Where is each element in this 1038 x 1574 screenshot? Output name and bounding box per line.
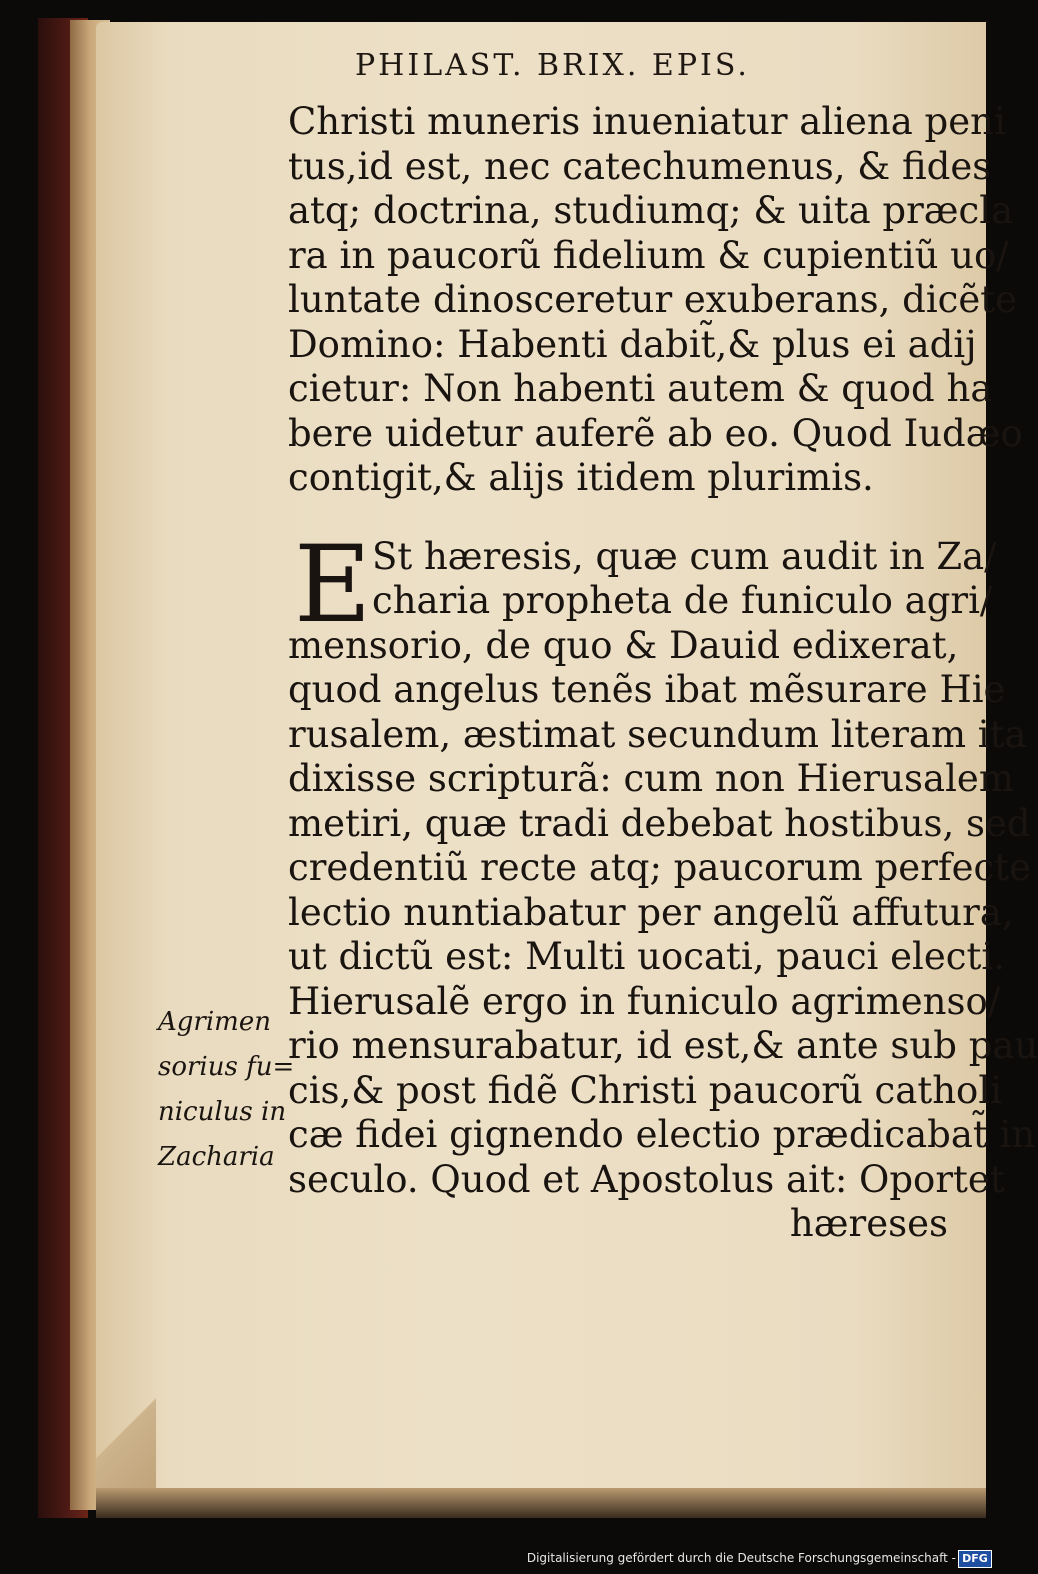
text-line: mensorio, de quo & Dauid edixerat, [288, 623, 959, 667]
text-line: dixisse scripturã: cum non Hierusalem [288, 757, 1014, 800]
folded-page-corner [96, 1380, 156, 1492]
text-line: charia propheta de funiculo agri/ [372, 579, 993, 622]
marginal-line: Zacharia [158, 1142, 275, 1172]
paragraph-1 [288, 100, 1023, 501]
text-line: cietur: Non habenti autem & quod ha [288, 367, 993, 410]
catchword: hæreses [789, 1202, 948, 1245]
text-line: atq; doctrina, studiumq; & uita præcla [288, 189, 1014, 232]
text-line: bere uidetur auferẽ ab eo. Quod Iudæo [288, 411, 1023, 455]
text-line: Hierusalẽ ergo in funiculo agrimenso/ [288, 979, 1001, 1023]
marginal-line: niculus in [158, 1097, 287, 1127]
marginal-line: Agrimen [158, 1007, 271, 1037]
text-line: Christi muneris inueniatur aliena peni [288, 100, 1006, 143]
page-bottom-shadow [96, 1488, 986, 1518]
funding-credit: Digitalisierung gefördert durch die Deutsche Forschungsgemeinschaft - [526, 1551, 956, 1565]
text-line: rio mensurabatur, id est,& ante sub pau [288, 1024, 1038, 1067]
text-line: metiri, quæ tradi debebat hostibus, sed [288, 801, 1031, 845]
dfg-logo: DFG [958, 1550, 992, 1568]
text-line: contigit,& alijs itidem plurimis. [288, 456, 874, 499]
text-line: St hæresis, quæ cum audit in Za/ [372, 534, 997, 578]
text-line: luntate dinosceretur exuberans, dicẽte [288, 278, 1018, 321]
text-line: ut dictũ est: Multi uocati, pauci electi. [288, 935, 1005, 978]
marginal-note [158, 1000, 295, 1180]
text-line: Domino: Habenti dabit̃,& plus ei adij [288, 322, 977, 366]
text-line: rusalem, æstimat secundum literam ita [288, 712, 1027, 756]
text-line: cis,& post fidẽ Christi paucorũ catholi [288, 1068, 1002, 1112]
paragraph-2 [288, 522, 1038, 1247]
decorated-initial: E [294, 522, 372, 646]
text-line: ra in paucorũ fidelium & cupientiũ uo/ [288, 233, 1009, 277]
text-line: tus,id est, nec catechumenus, & fides [288, 144, 992, 188]
text-line: credentiũ recte atq; paucorum perfecte [288, 846, 1031, 889]
marginal-line: sorius fu= [158, 1052, 295, 1082]
text-line: cæ fidei gignendo electio prædicabat̃ in [288, 1113, 1036, 1156]
text-line: quod angelus tenẽs ibat mẽsurare Hie [288, 668, 1006, 711]
text-line: lectio nuntiabatur per angelũ affutura, [288, 890, 1014, 934]
main-text [288, 100, 1038, 1247]
text-line: seculo. Quod et Apostolus ait: Oportet [288, 1157, 1005, 1201]
running-head: PHILAST. BRIX. EPIS. [355, 48, 750, 83]
